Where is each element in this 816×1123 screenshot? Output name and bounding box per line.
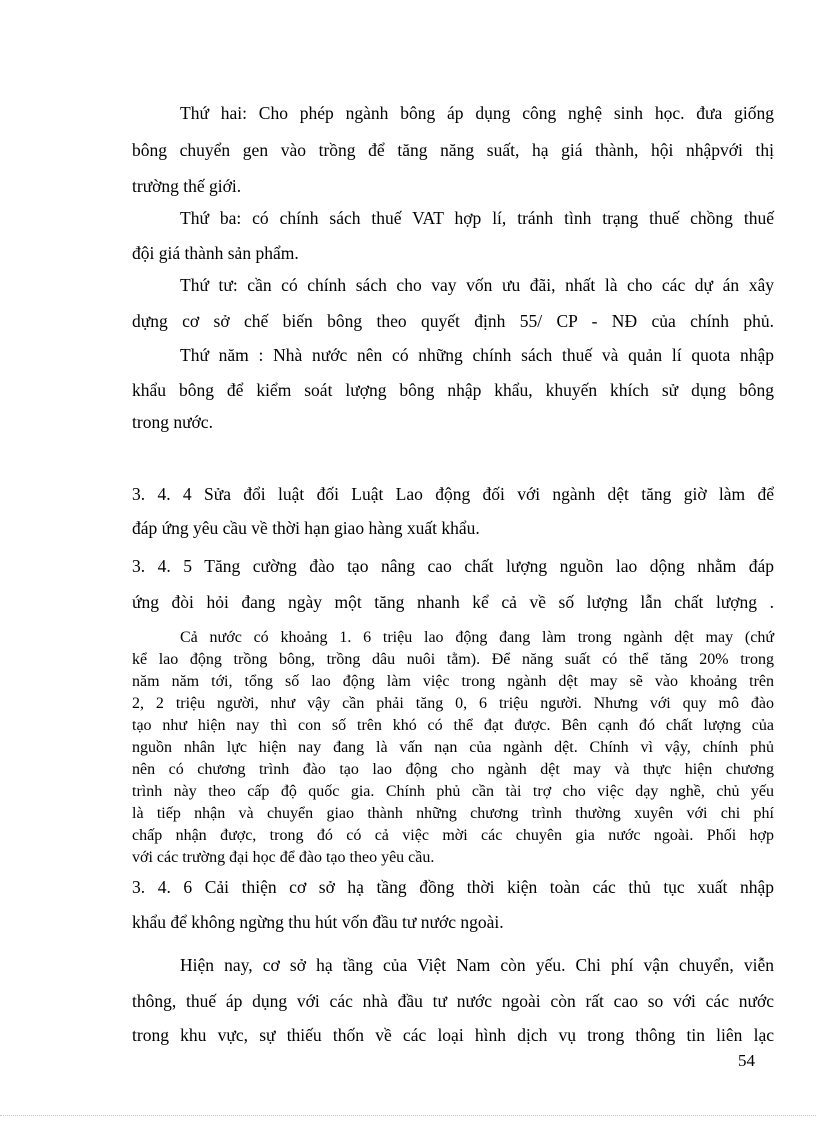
section-heading: đáp ứng yêu cầu về thời hạn giao hàng xuất khẩu. xyxy=(132,518,480,538)
paragraph-line: với các trường đại học để đào tạo theo yêu cầu. xyxy=(132,849,435,866)
paragraph-line: tạo như hiện nay thì con số trên khó có thể đạt được. Bên cạnh đó chất lượng của xyxy=(132,717,774,734)
section-heading: 3. 4. 5 Tăng cường đào tạo nâng cao chất lượng nguồn lao dộng nhằm đáp xyxy=(132,556,774,576)
paragraph-line: trình này theo cấp độ quốc gia. Chính phủ cần tài trợ cho việc dạy nghề, chủ yếu xyxy=(132,783,774,800)
paragraph-line: chấp nhận được, trong đó có cả việc mời các chuyên gia nước ngoài. Phối hợp xyxy=(132,827,774,844)
paragraph-line: trong khu vực, sự thiếu thốn về các loại hình dịch vụ trong thông tin liên lạc xyxy=(132,1025,774,1045)
paragraph-line: năm năm tới, tổng số lao động làm việc trong ngành dệt may sẽ vào khoảng trên xyxy=(132,673,774,690)
paragraph-line: khẩu bông để kiểm soát lượng bông nhập khẩu, khuyến khích sử dụng bông xyxy=(132,380,774,400)
paragraph-line: 2, 2 triệu người, như vậy cần phải tăng 0, 6 triệu người. Nhưng với quy mô đào xyxy=(132,695,774,712)
paragraph-line: trường thế giới. xyxy=(132,176,242,196)
paragraph-line: kể lao động trồng bông, trồng dâu nuôi tằm). Để năng suất có thể tăng 20% trong xyxy=(132,651,774,668)
paragraph-line: Thứ tư: cần có chính sách cho vay vốn ưu đãi, nhất là cho các dự án xây xyxy=(180,275,774,295)
paragraph-line: bông chuyển gen vào trồng để tăng năng suất, hạ giá thành, hội nhậpvới thị xyxy=(132,140,774,160)
paragraph-line: Thứ năm : Nhà nước nên có những chính sách thuế và quản lí quota nhập xyxy=(180,345,774,365)
page-number: 54 xyxy=(738,1051,755,1070)
paragraph-line: Thứ ba: có chính sách thuế VAT hợp lí, tránh tình trạng thuế chồng thuế xyxy=(180,208,774,228)
section-heading: 3. 4. 4 Sửa đổi luật đối Luật Lao động đối với ngành dệt tăng giờ làm để xyxy=(132,484,774,504)
paragraph-line: Cả nước có khoảng 1. 6 triệu lao động đang làm trong ngành dệt may (chứ xyxy=(180,629,774,646)
paragraph-line: thông, thuế áp dụng với các nhà đầu tư nước ngoài còn rất cao so với các nước xyxy=(132,991,774,1011)
paragraph-line: là tiếp nhận và chuyển giao thành những chương trình thường xuyên với chi phí xyxy=(132,805,774,822)
page-bottom-divider xyxy=(0,1115,816,1116)
paragraph-line: Hiện nay, cơ sở hạ tầng của Việt Nam còn yếu. Chi phí vận chuyển, viễn xyxy=(180,955,774,975)
paragraph-line: nên có chương trình đào tạo lao động cho ngành dệt may và thực hiện chương xyxy=(132,761,774,778)
section-heading: 3. 4. 6 Cải thiện cơ sở hạ tầng đồng thời kiện toàn các thủ tục xuất nhập xyxy=(132,877,774,897)
section-heading: khẩu để không ngừng thu hút vốn đầu tư nước ngoài. xyxy=(132,912,504,932)
paragraph-line: trong nước. xyxy=(132,412,213,432)
section-heading: ứng đòi hỏi đang ngày một tăng nhanh kể cả về số lượng lẫn chất lượng . xyxy=(132,592,774,612)
paragraph-line: Thứ hai: Cho phép ngành bông áp dụng công nghệ sinh học. đưa giống xyxy=(180,103,774,123)
paragraph-line: đội giá thành sản phẩm. xyxy=(132,243,299,263)
paragraph-line: dựng cơ sở chế biến bông theo quyết định 55/ CP - NĐ của chính phủ. xyxy=(132,311,774,331)
paragraph-line: nguồn nhân lực hiện nay đang là vấn nạn của ngành dệt. Chính vì vậy, chính phủ xyxy=(132,739,774,756)
